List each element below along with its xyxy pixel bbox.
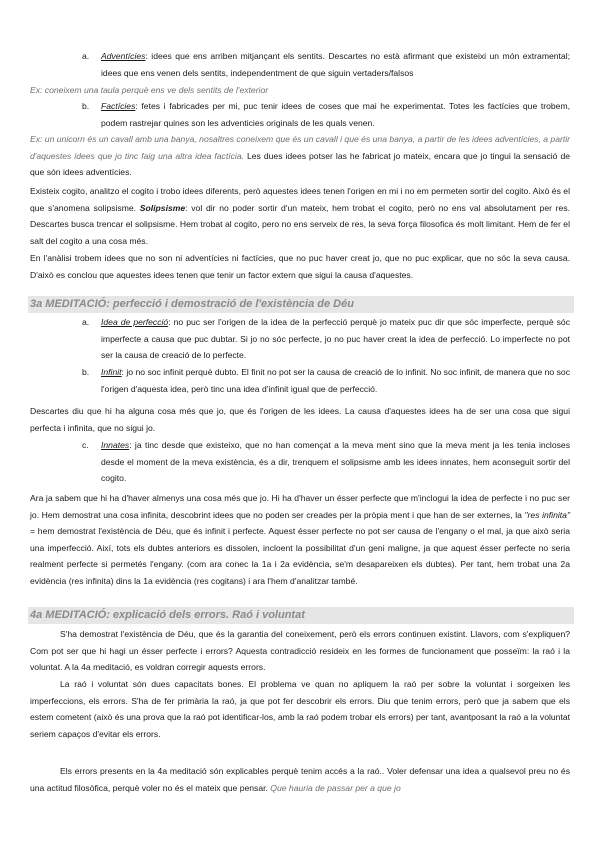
paragraph-deu-garantia: S'ha demostrat l'existència de Déu, que és la garantia del coneixement, però els errors continuen existint. Llavors, com s'expliquen? Com pot ser que hi hagi un ésser perfecte i errors? Aquesta contradicció resideix en les formes de funcionament que posseïm: la raó i la voluntat. A la 4a meditació, es voldran corregir aquests errors.	[30, 629, 570, 673]
paragraph-rao-voluntat: La raó i voluntat són dues capacitats bones. El problema ve quan no apliquem la raó per sobre la voluntat i sorgeixen les imperfeccions, els errors. S'ha de fer primària la raó, ja que pot fer descobrir els errors. Diu que tenim errors, però que ja sabem que els estem cometent (això és una prova que la raó pot identificar-los, amb la raó podem trobar els errors) per tant, avantposant la raó a la voluntat seriem capaços d'evitar els errors.	[30, 679, 570, 739]
section-heading-4a-meditacio: 4a MEDITACIÓ: explicació dels errors. Raó i voluntat	[28, 607, 574, 624]
list-marker: b.	[82, 101, 90, 111]
item-text: : fetes i fabricades per mi, puc tenir idees de coses que mai he experimentat. Totes les factícies que trobem, podem rastrejar quines son les adventicies originals de les quals venen.	[101, 101, 570, 128]
list-marker: a.	[82, 317, 90, 327]
paragraph-text: Existeix cogito, analitzo el cogito i trobo idees diferents, però aquestes idees tenen l'origen en mi i no em permeten sortir del cogito. Això és el que s'anomena solipsisme.	[30, 186, 570, 213]
grey-question-text: Que hauria de passar per a que jo	[270, 782, 401, 793]
paragraph-text: Els errors presents en la 4a meditació són explicables perquè tenim accés a la raó.. Voler defensar una idea a qualsevol preu no és una actitud filosòfica, perquè voler no és el mateix que pensar.	[30, 766, 570, 793]
item-text: : jo no soc infinit perquè dubto. El finit no pot ser la causa de creació de lo infinit. No soc infinit, de manera que no soc l'origen d'aquesta idea, però tinc una idea d'infinit igual que de perfecció.	[101, 367, 570, 394]
list-item-facticies	[101, 98, 570, 131]
paragraph-ara-ja-sabem	[30, 490, 570, 590]
term-adventicies: Adventícies	[101, 51, 146, 61]
term-idea-perfeccio: Idea de perfecció	[101, 317, 169, 327]
list-item-innates	[101, 437, 570, 487]
example-adventicies: Ex: coneixem una taula perquè ens ve dels sentits de l'exterior	[30, 85, 269, 95]
paragraph-text: : vol dir no poder sortir d'un mateix, hem trobat el cogito, però no ens val absolutament per res. Descartes busca trencar el solipsisme. Hem trobat al cogito, pero no ens serveix de res, la seva força filosofica és molt limitant. Hem de fer el salt del cogito a una cosa més.	[30, 202, 571, 246]
term-facticies: Factícies	[101, 101, 136, 111]
term-infinit: Infinit	[101, 367, 122, 377]
example-rest-text: Les dues idees potser las he fabricat jo mateix, encara que jo tingui la sensació de que són idees adventícies.	[30, 150, 570, 178]
example-grey-text: Ex: un unicorn és un cavall amb una banya, nosaltres coneixem que és un cavall i que és una banya, a partir de les idees adventícies, a partir d'aquestes idees que jo tinc faig una altra idea factícia.	[30, 134, 570, 161]
paragraph-descartes: Descartes diu que hi ha alguna cosa més que jo, que és l'origen de les idees. La causa d'aquestes idees ha de ser una cosa que sigui perfecta i infinita, que no sigui jo.	[30, 406, 570, 433]
example-facticies	[30, 131, 570, 181]
section-heading-3a-meditacio: 3a MEDITACIÓ: perfecció i demostració de l'existència de Déu	[28, 296, 574, 313]
paragraph-text: = hem demostrat l'existència de Déu, que és infinit i perfecte. Aquest ésser perfecte no pot ser causa de l'engany o el mal, ja que això seria una imperfecció. Així, tots els dubtes anteriors es dissolen, incloent la possibilitat d'un geni maligne, ja que aquest ésser perfecte no seria realment perfecte si permetés l'engany. (com ara conec la 1a i 2a evidència, se'm desapareixen els dubtes). Per tant, hem trobat una 2a evidència (res infinita) dins la 1a evidència (res cogitans) i ara l'hem d'analitzar també.	[30, 526, 570, 586]
term-solipsisme: Solipsisme	[139, 202, 186, 213]
paragraph-cogito	[30, 183, 570, 249]
paragraph-analisi: En l'anàlisi trobem idees que no son ni adventícies ni factícies, que no puc haver creat jo, que no puc explicar, que no sóc la seva causa. D'això es conclou que aquestes idees tenen que tenir un factor extern que sigui la causa d'aquestes.	[30, 253, 570, 280]
list-marker: c.	[82, 440, 89, 450]
list-item-infinit	[101, 364, 570, 397]
list-marker: a.	[82, 51, 90, 61]
paragraph-errors	[30, 763, 570, 796]
list-item-idea-perfeccio	[101, 314, 570, 364]
list-item-adventicies	[101, 48, 570, 81]
term-innates: Innates	[101, 440, 130, 450]
item-text: : ja tinc desde que existeixo, que no han començat a la meva ment sino que la meva ment ja les tenia incloses desde el moment de la meva existència, és a dir, trenquem el solipsisme amb les idees innates, hem aconseguit sortir del cogito.	[101, 440, 570, 484]
item-text: : idees que ens arriben mitjançant els sentits. Descartes no està afirmant que existeixi un món extramental; idees que ens venen dels sentits, independentment de que siguin vertaders/falsos	[101, 51, 570, 78]
list-marker: b.	[82, 367, 90, 377]
paragraph-text: Ara ja sabem que hi ha d'haver almenys una cosa més que jo. Hi ha d'haver un ésser perfecte que m'inclogui la idea de perfecte i no puc ser jo. Hem demostrat una cosa infinita, descobrint idees que no poden ser creades per la pròpia ment i que han de ser externes, la	[30, 493, 570, 520]
item-text: : no puc ser l'origen de la idea de la perfecció perquè jo mateix puc dir que sóc imperfecte, perquè sóc imperfecte a causa que puc dubtar. Si jo no sóc perfecte, jo no puc haver creat la idea de perfecció. Lo imperfecte no pot ser la causa de creació de lo perfecte.	[101, 317, 570, 361]
res-infinita-quote: "res infinita"	[524, 509, 570, 520]
